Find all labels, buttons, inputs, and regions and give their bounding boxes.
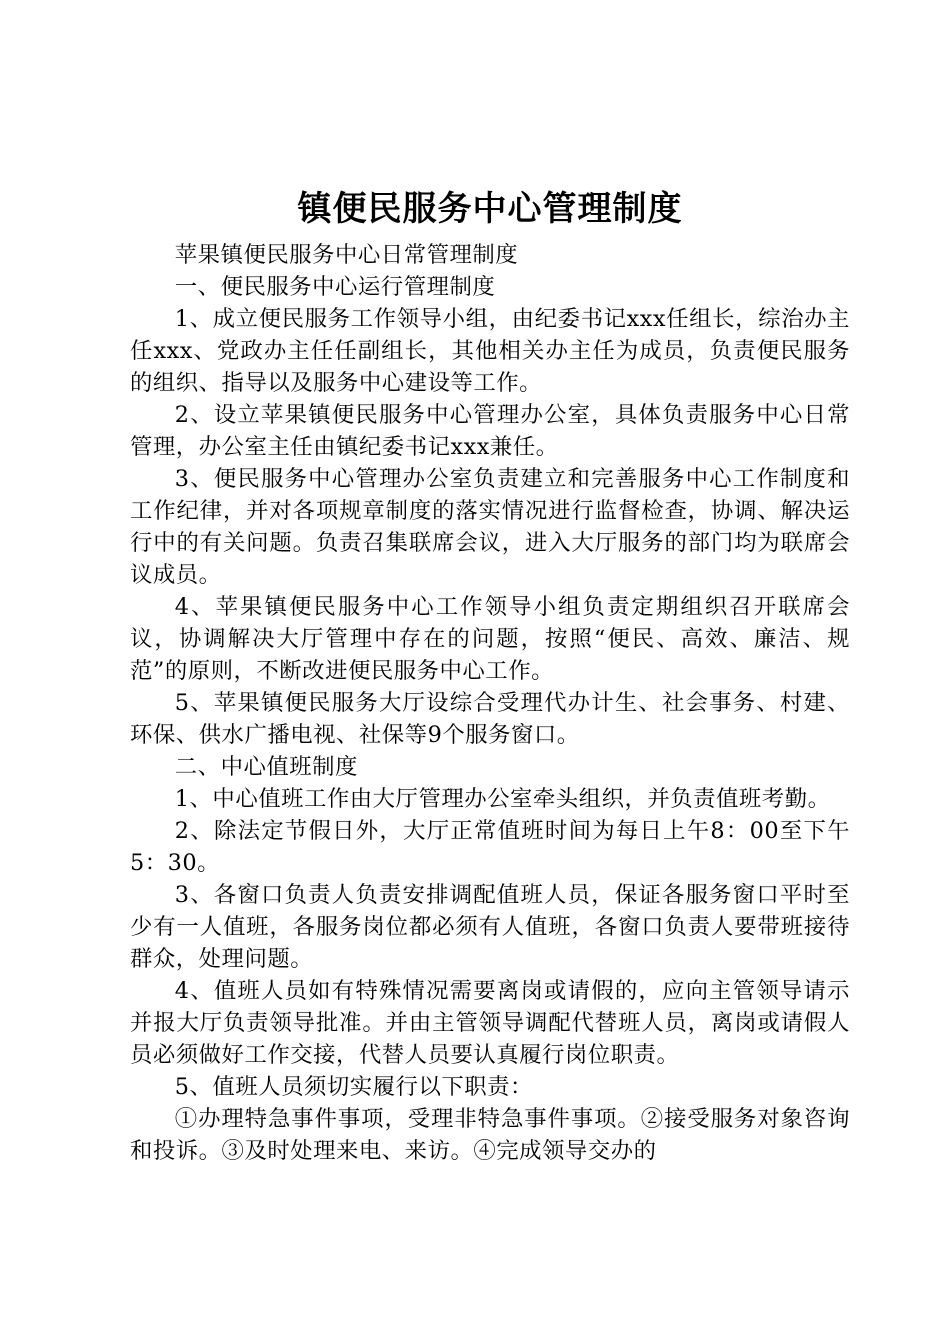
paragraph: 5、苹果镇便民服务大厅设综合受理代办计生、社会事务、村建、环保、供水广播电视、社保等9个服务窗口。 [130,690,850,748]
section-heading: 二、中心值班制度 [174,754,358,780]
paragraph: 4、苹果镇便民服务中心工作领导小组负责定期组织召开联席会议，协调解决大厅管理中存在的问题，按照“便民、高效、廉洁、规范”的原则，不断改进便民服务中心工作。 [130,594,850,684]
paragraph: ①办理特急事件事项，受理非特急事件事项。②接受服务对象咨询和投诉。③及时处理来电、来访。④完成领导交办的 [130,1106,850,1164]
paragraph: 3、各窗口负责人负责安排调配值班人员，保证各服务窗口平时至少有一人值班，各服务岗位都必须有人值班，各窗口负责人要带班接待群众，处理问题。 [130,882,850,972]
paragraph: 3、便民服务中心管理办公室负责建立和完善服务中心工作制度和工作纪律，并对各项规章制度的落实情况进行监督检查，协调、解决运行中的有关问题。负责召集联席会议，进入大厅服务的部门均为联席会议成员。 [130,466,850,588]
section-heading: 一、便民服务中心运行管理制度 [174,274,496,300]
paragraph: 2、除法定节假日外，大厅正常值班时间为每日上午8：00至下午5：30。 [130,818,850,876]
paragraph: 5、值班人员须切实履行以下职责： [174,1074,533,1100]
document-body [130,239,850,1167]
paragraph: 1、成立便民服务工作领导小组，由纪委书记xxx任组长，综治办主任xxx、党政办主任任副组长，其他相关办主任为成员，负责便民服务的组织、指导以及服务中心建设等工作。 [130,306,850,396]
paragraph: 1、中心值班工作由大厅管理办公室牵头组织，并负责值班考勤。 [174,786,831,812]
document-title: 镇便民服务中心管理制度 [297,189,683,229]
paragraph: 苹果镇便民服务中心日常管理制度 [174,242,519,268]
paragraph: 2、设立苹果镇便民服务中心管理办公室，具体负责服务中心日常管理，办公室主任由镇纪委书记xxx兼任。 [130,402,850,460]
document-page [130,185,850,1167]
paragraph: 4、值班人员如有特殊情况需要离岗或请假的，应向主管领导请示并报大厅负责领导批准。并由主管领导调配代替班人员，离岗或请假人员必须做好工作交接，代替人员要认真履行岗位职责。 [130,978,850,1068]
